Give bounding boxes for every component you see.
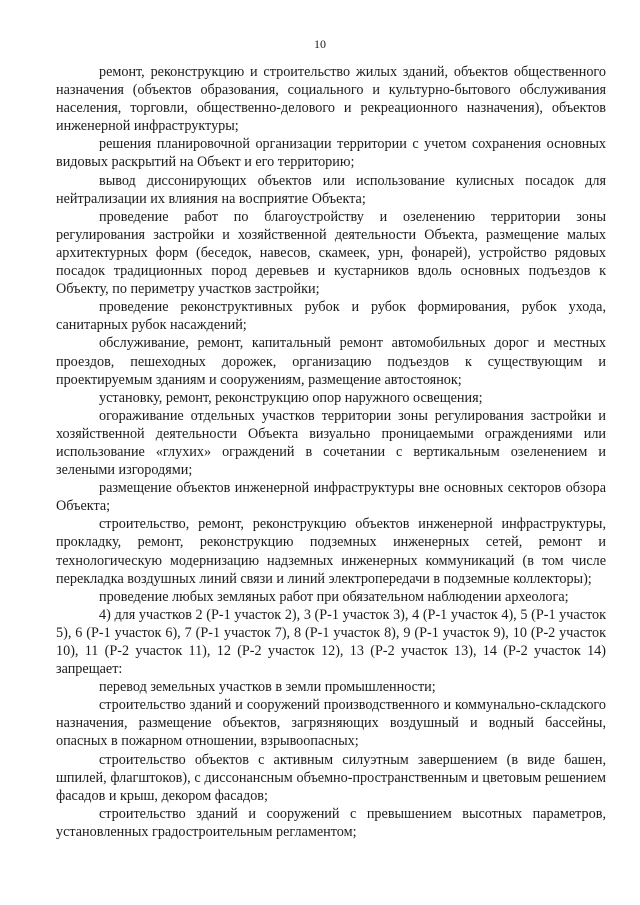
paragraph: проведение работ по благоустройству и озеленению территории зоны регулирования застройки и хозяйственной деятельности Объекта, размещение малых архитектурных форм (беседок, навесов, скамеек, урн, фонарей), устройство рядовых посадок традиционных пород деревьев и кустарников вдоль основных подъездов к Объекту, по периметру участков застройки; <box>56 208 606 298</box>
paragraph: строительство зданий и сооружений производственного и коммунально-складского назначения, размещение объектов, загрязняющих воздушный и водный бассейны, опасных в пожарном отношении, взрывоопасных; <box>56 697 606 750</box>
paragraph: вывод диссонирующих объектов или использование кулисных посадок для нейтрализации их влияния на восприятие Объекта; <box>56 172 606 207</box>
paragraph: проведение реконструктивных рубок и рубок формирования, рубок ухода, санитарных рубок насаждений; <box>56 299 606 334</box>
paragraph: обслуживание, ремонт, капитальный ремонт автомобильных дорог и местных проездов, пешеходных дорожек, организацию подъездов к существующим и проектируемым зданиям и сооружениям, размещение автостоянок; <box>56 335 606 388</box>
document-body <box>56 63 606 841</box>
paragraph: строительство зданий и сооружений с превышением высотных параметров, установленных градостроительным регламентом; <box>56 805 606 840</box>
paragraph: строительство объектов с активным силуэтным завершением (в виде башен, шпилей, флагштоков), с диссонансным объемно-пространственным и цветовым решением фасадов и крыш, декором фасадов; <box>56 751 606 804</box>
paragraph: огораживание отдельных участков территории зоны регулирования застройки и хозяйственной деятельности Объекта визуально проницаемыми ограждениями или использование «глухих» ограждений в сочетании с вертикальным озеленением и зелеными изгородями; <box>56 407 606 479</box>
numbered-paragraph: 4) для участков 2 (Р-1 участок 2), 3 (Р-1 участок 3), 4 (Р-1 участок 4), 5 (Р-1 участок 5), 6 (Р-1 участок 6), 7 (Р-1 участок 7), 8 (Р-1 участок 8), 9 (Р-1 участок 9), 10 (Р-2 участок 10), 11 (Р-2 участок 11), 12 (Р-2 участок 12), 13 (Р-2 участок 13), 14 (Р-2 участок 14) запрещает: <box>56 606 606 678</box>
paragraph: строительство, ремонт, реконструкцию объектов инженерной инфраструктуры, прокладку, ремонт, реконструкцию подземных инженерных сетей, ремонт и технологическую модернизацию надземных инженерных коммуникаций (в том числе перекладка воздушных линий связи и линий электропередачи в подземные коллекторы); <box>56 516 606 587</box>
paragraph: размещение объектов инженерной инфраструктуры вне основных секторов обзора Объекта; <box>56 480 606 515</box>
page-number: 10 <box>314 37 326 51</box>
paragraph: решения планировочной организации территории с учетом сохранения основных видовых раскрытий на Объект и его территорию; <box>56 136 606 171</box>
paragraph: ремонт, реконструкцию и строительство жилых зданий, объектов общественного назначения (объектов образования, социального и культурно-бытового обслуживания населения, торговли, общественно-делового и рекреационного назначения), объектов инженерной инфраструктуры; <box>56 64 606 135</box>
paragraph: проведение любых земляных работ при обязательном наблюдении археолога; <box>99 588 569 605</box>
paragraph: установку, ремонт, реконструкцию опор наружного освещения; <box>99 389 483 406</box>
paragraph: перевод земельных участков в земли промышленности; <box>99 679 436 696</box>
